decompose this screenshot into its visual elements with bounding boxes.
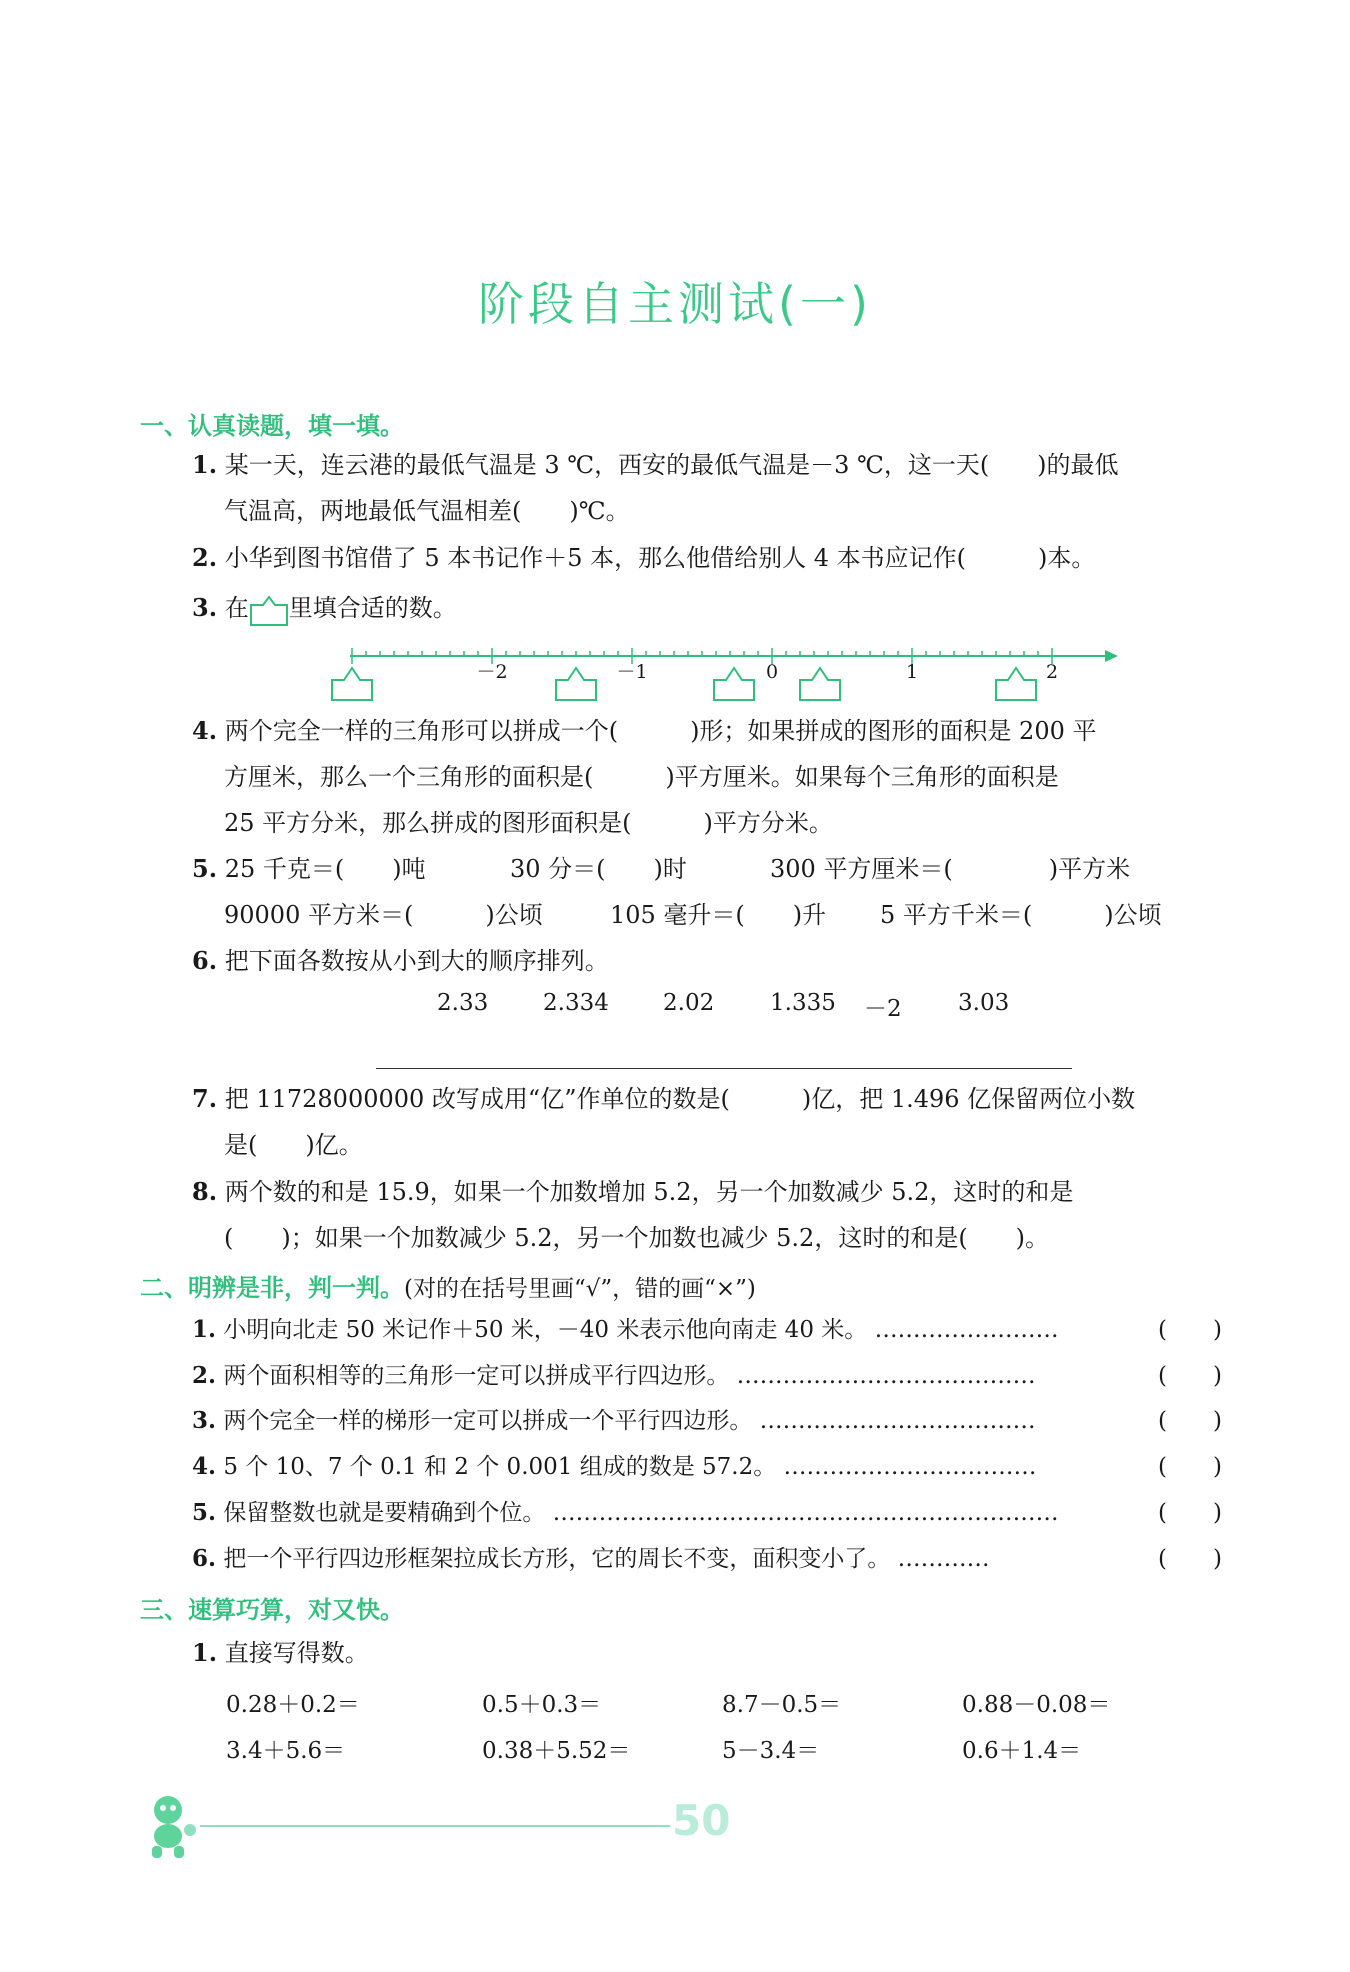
q5-f: 5 平方千米＝( )公顷 — [880, 901, 1162, 929]
calc-item: 0.6＋1.4＝ — [962, 1738, 1082, 1764]
calc-item: 8.7－0.5＝ — [722, 1692, 842, 1718]
q2-line: 2. 小华到图书馆借了 5 本书记作＋5 本，那么他借给别人 4 本书应记作( )本。 — [192, 543, 1096, 572]
q5-c: 300 平方厘米＝( )平方米 — [770, 855, 1131, 883]
judge-answer-paren[interactable]: ( ) — [1158, 1546, 1222, 1572]
judge-row-4: 4. 5 个 10、7 个 0.1 和 2 个 0.001 组成的数是 57.2。 …………………………… ( ) — [192, 1450, 1222, 1484]
number-line — [320, 640, 1120, 710]
judge-row-6: 6. 把一个平行四边形框架拉成长方形，它的周长不变，面积变小了。 ………… ( ) — [192, 1542, 1222, 1576]
q7-line1: 7. 把 11728000000 改写成用“亿”作单位的数是( )亿，把 1.496 亿保留两位小数 — [192, 1084, 1136, 1113]
judge-answer-paren[interactable]: ( ) — [1158, 1454, 1222, 1480]
q6-num: 2.33 — [437, 990, 489, 1016]
calc-item: 0.38＋5.52＝ — [482, 1738, 631, 1764]
judge-row-2: 2. 两个面积相等的三角形一定可以拼成平行四边形。 ………………………………… ( ) — [192, 1359, 1222, 1393]
q6-line: 6. 把下面各数按从小到大的顺序排列。 — [192, 946, 609, 975]
calc-item: 0.88－0.08＝ — [962, 1692, 1111, 1718]
s3-q1: 1. 直接写得数。 — [192, 1638, 369, 1667]
q4-line2: 方厘米，那么一个三角形的面积是( )平方厘米。如果每个三角形的面积是 — [224, 763, 1059, 791]
answer-box-icon — [249, 593, 289, 627]
section2-heading: 二、明辨是非，判一判。(对的在括号里画“√”，错的画“×”) — [140, 1274, 756, 1302]
page-number: 50 — [672, 1796, 731, 1845]
judge-answer-paren[interactable]: ( ) — [1158, 1500, 1222, 1526]
q5-line1: 5. 25 千克＝( )吨 — [192, 854, 426, 883]
q6-num: －2 — [864, 996, 902, 1022]
q4-line3: 25 平方分米，那么拼成的图形面积是( )平方分米。 — [224, 809, 833, 837]
section1-heading: 一、认真读题，填一填。 — [140, 412, 404, 440]
q5-d: 90000 平方米＝( )公顷 — [224, 901, 543, 929]
calc-item: 0.28＋0.2＝ — [226, 1692, 360, 1718]
q5-e: 105 毫升＝( )升 — [610, 901, 827, 929]
page-title: 阶段自主测试(一) — [478, 277, 872, 331]
nl-label-2: 2 — [1045, 661, 1059, 683]
judge-answer-paren[interactable]: ( ) — [1158, 1363, 1222, 1389]
q6-num: 1.335 — [770, 990, 836, 1016]
q1-line2: 气温高，两地最低气温相差( )℃。 — [224, 497, 630, 525]
q6-answer-line[interactable] — [376, 1068, 1072, 1069]
q6-num: 3.03 — [958, 990, 1010, 1016]
judge-answer-paren[interactable]: ( ) — [1158, 1317, 1222, 1343]
q1-line1: 1. 某一天，连云港的最低气温是 3 ℃，西安的最低气温是－3 ℃，这一天( )的最低 — [192, 450, 1119, 479]
q6-num: 2.02 — [663, 990, 715, 1016]
q8-line1: 8. 两个数的和是 15.9，如果一个加数增加 5.2，另一个加数减少 5.2，这时的和是 — [192, 1177, 1074, 1206]
q7-line2: 是( )亿。 — [224, 1131, 363, 1159]
nl-label-neg1: －1 — [616, 661, 648, 683]
calc-item: 5－3.4＝ — [722, 1738, 820, 1764]
q3-line: 3. 在 里填合适的数。 — [192, 591, 457, 627]
judge-row-1: 1. 小明向北走 50 米记作＋50 米，－40 米表示他向南走 40 米。 …………………… ( ) — [192, 1313, 1222, 1347]
q8-line2: ( )；如果一个加数减少 5.2，另一个加数也减少 5.2，这时的和是( )。 — [224, 1224, 1050, 1252]
nl-label-0: 0 — [765, 661, 779, 683]
footer-rule — [200, 1825, 670, 1827]
judge-row-5: 5. 保留整数也就是要精确到个位。 ………………………………………………………… ( ) — [192, 1496, 1222, 1530]
judge-row-3: 3. 两个完全一样的梯形一定可以拼成一个平行四边形。 ……………………………… ( ) — [192, 1404, 1222, 1438]
q5-b: 30 分＝( )时 — [510, 855, 687, 883]
nl-label-neg2: －2 — [476, 661, 508, 683]
nl-label-1: 1 — [905, 661, 919, 683]
section3-heading: 三、速算巧算，对又快。 — [140, 1596, 404, 1624]
mascot-icon — [138, 1790, 204, 1862]
calc-item: 3.4＋5.6＝ — [226, 1738, 346, 1764]
q4-line1: 4. 两个完全一样的三角形可以拼成一个( )形；如果拼成的图形的面积是 200 平 — [192, 716, 1097, 745]
judge-answer-paren[interactable]: ( ) — [1158, 1408, 1222, 1434]
calc-item: 0.5＋0.3＝ — [482, 1692, 602, 1718]
q6-num: 2.334 — [543, 990, 609, 1016]
